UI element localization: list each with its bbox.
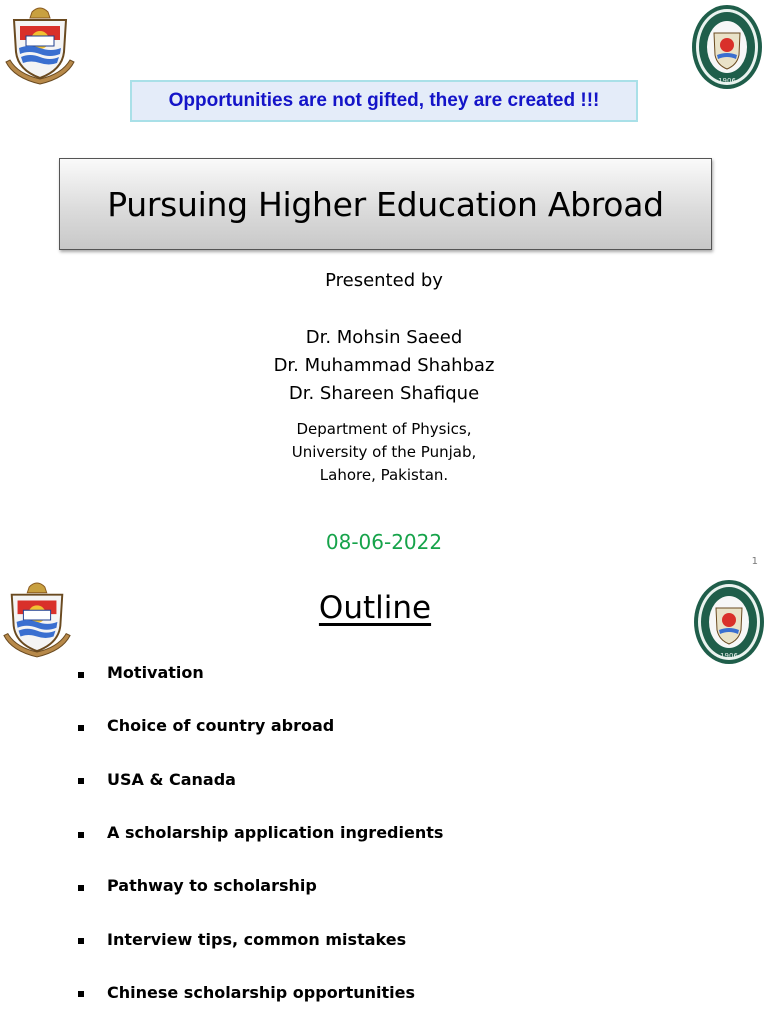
svg-text:1906: 1906 — [720, 652, 738, 660]
list-item-label: USA & Canada — [107, 769, 236, 789]
square-bullet-icon — [78, 938, 84, 944]
department-line: Lahore, Pakistan. — [319, 466, 449, 484]
presentation-date: 08-06-2022 — [325, 530, 443, 554]
department-line: Department of Physics, — [296, 420, 472, 438]
title-box — [59, 158, 712, 250]
motto-banner — [130, 80, 638, 122]
list-item — [78, 810, 443, 863]
list-item-label: Interview tips, common mistakes — [107, 929, 407, 949]
square-bullet-icon — [78, 832, 84, 838]
motto-text: Opportunities are not gifted, they are created !!! — [168, 90, 600, 111]
square-bullet-icon — [78, 991, 84, 997]
author-name: Dr. Mohsin Saeed — [305, 327, 463, 348]
list-item-label: Choice of country abroad — [107, 716, 335, 736]
list-item-label: Pathway to scholarship — [107, 876, 317, 896]
list-item-label: Chinese scholarship opportunities — [107, 982, 415, 1002]
slide-title: Pursuing Higher Education Abroad — [107, 184, 664, 224]
presented-by-label: Presented by — [325, 270, 443, 291]
author-name: Dr. Muhammad Shahbaz — [273, 355, 495, 376]
list-item-label: A scholarship application ingredients — [107, 823, 444, 843]
list-item — [78, 863, 443, 916]
list-item — [78, 757, 443, 810]
department-line: University of the Punjab, — [291, 443, 477, 461]
square-bullet-icon — [78, 885, 84, 891]
list-item-label: Motivation — [107, 663, 204, 683]
slide-2 — [0, 574, 768, 1024]
square-bullet-icon — [78, 672, 84, 678]
university-crest-icon — [4, 2, 76, 88]
outline-heading: Outline — [318, 590, 432, 626]
page-number: 1 — [751, 556, 758, 567]
list-item — [78, 970, 443, 1023]
list-item — [78, 703, 443, 756]
department-seal-icon — [690, 3, 764, 89]
list-item — [78, 916, 443, 969]
author-name: Dr. Shareen Shafique — [288, 383, 480, 404]
svg-text:1906: 1906 — [718, 77, 736, 85]
list-item — [78, 650, 443, 703]
square-bullet-icon — [78, 725, 84, 731]
square-bullet-icon — [78, 778, 84, 784]
outline-list — [78, 650, 443, 1023]
